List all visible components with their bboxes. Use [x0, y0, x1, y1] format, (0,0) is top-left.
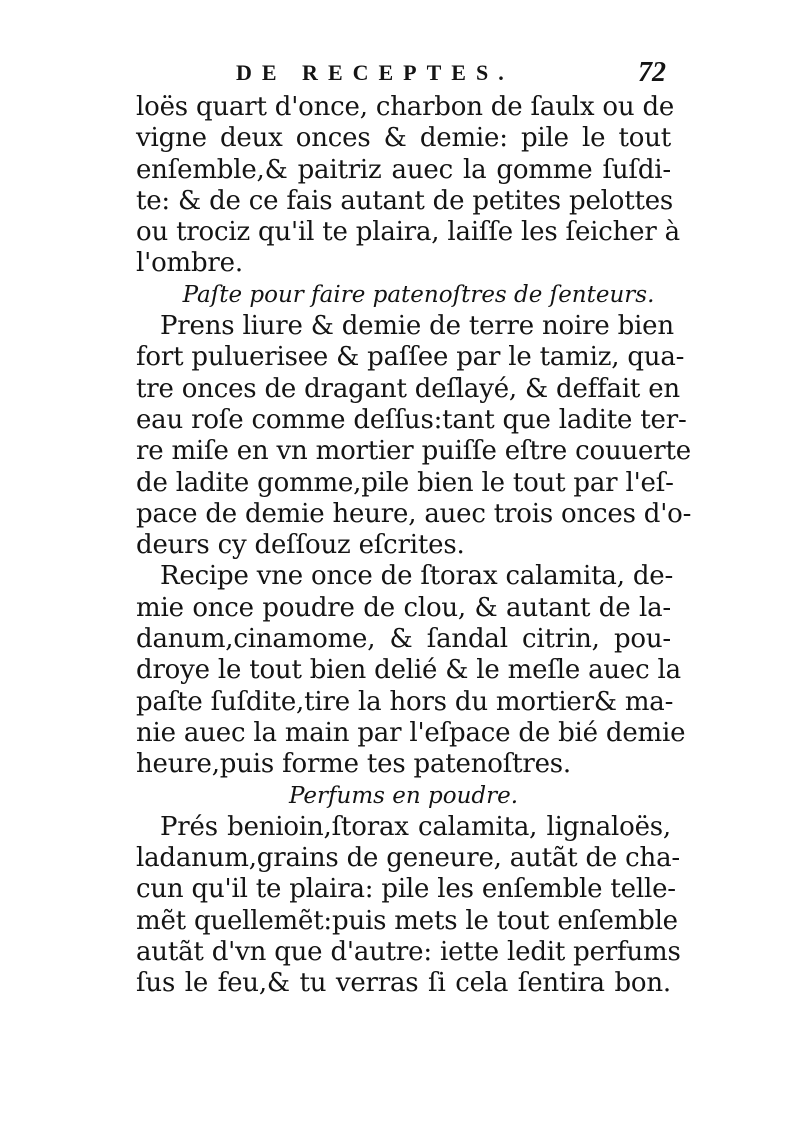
text-line: Recipe vne once de ſtorax calamita, de- [160, 561, 674, 592]
paragraph-1 [136, 92, 680, 280]
text-line: de ladite gomme,pile bien le tout par l'eſ- [136, 467, 674, 498]
text-line: tre onces de dragant deſlayé, & deffait en [136, 373, 680, 404]
text-line: loës quart d'once, charbon de ſaulx ou de [136, 92, 675, 122]
paragraph-3 [136, 561, 686, 780]
text-line: enſemble,& paitriz auec la gomme ſuſdi- [136, 154, 671, 185]
text-line: deurs cy deſſouz eſcrites. [136, 530, 465, 561]
page-number: 72 [638, 57, 666, 88]
text-line: re miſe en vn mortier puiſſe eſtre couuerte [136, 436, 691, 467]
text-line: heure,puis forme tes patenoſtres. [136, 749, 571, 780]
text-line: droye le tout bien delié & le meſle auec la [136, 655, 681, 686]
paragraph-2 [136, 311, 692, 561]
text-line: ladanum,grains de geneure, autãt de cha- [136, 843, 680, 874]
text-line: cun qu'il te plaira: pile les enſemble telle- [136, 874, 676, 905]
text-line: eau roſe comme deſſus:tant que ladite ter- [136, 404, 687, 435]
text-line: autãt d'vn que d'autre: iette ledit perfums [136, 937, 681, 968]
paragraph-4 [136, 811, 681, 1000]
text-line: mie once poudre de clou, & autant de la- [136, 592, 671, 623]
text-line: te: & de ce fais autant de petites pelottes [136, 185, 674, 216]
text-line: Prens liure & demie de terre noire bien [160, 311, 674, 342]
running-title: DE RECEPTES. [236, 60, 514, 85]
text-line: Prés benioin,ſtorax calamita, lignaloës, [160, 811, 671, 842]
text-line: pace de demie heure, auec trois onces d'o- [136, 498, 692, 529]
text-line: paſte ſuſdite,tire la hors du mortier& ma- [136, 686, 674, 717]
text-line: ſus le feu,& tu verras ſi cela ſentira bon. [136, 968, 671, 999]
text-line: ou trociz qu'il te plaira, laiſſe les ſeicher à [136, 217, 680, 248]
text-line: fort puluerisee & paſſee par le tamiz, qua- [136, 342, 685, 373]
text-line: danum,cinamome, & ſandal citrin, pou- [136, 624, 671, 655]
section-heading: Paſte pour faire patenoſtres de ſenteurs. [182, 281, 655, 308]
text-line: l'ombre. [136, 248, 243, 279]
text-line: nie auec la main par l'eſpace de bié demie [136, 717, 686, 748]
text-line: mẽt quellemẽt:puis mets le tout enſemble [136, 905, 678, 936]
text-line: vigne deux onces & demie: pile le tout [136, 123, 671, 154]
text-block [136, 92, 692, 1000]
running-head [236, 54, 666, 92]
section-heading: Perfums en poudre. [288, 782, 519, 809]
